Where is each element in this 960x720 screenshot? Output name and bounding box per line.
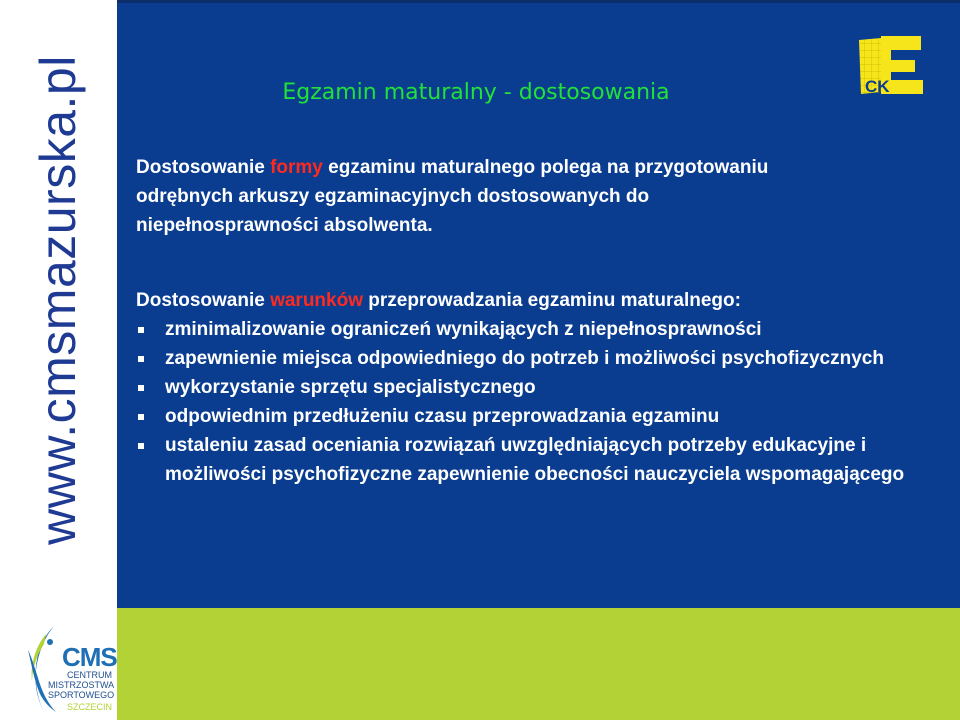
para1-highlight: formy xyxy=(270,157,323,178)
bullet-square-icon xyxy=(138,327,144,333)
bullet-square-icon xyxy=(138,414,144,420)
para2-after: przeprowadzania egzaminu maturalnego: xyxy=(362,290,741,311)
para2-before: Dostosowanie xyxy=(136,290,271,311)
slide-title: Egzamin maturalny - dostosowania xyxy=(282,80,670,105)
ck-logo-icon xyxy=(857,36,925,98)
bullet-square-icon xyxy=(138,385,144,391)
bullet-square-icon xyxy=(138,443,144,449)
para2-highlight: warunków xyxy=(270,290,363,311)
list-item xyxy=(136,373,926,402)
list-item xyxy=(136,431,926,489)
panel-top-border xyxy=(117,0,960,3)
footer-band xyxy=(117,608,960,720)
cms-logo-city: SZCZECIN xyxy=(67,702,112,712)
list-item xyxy=(136,315,926,344)
para1-before: Dostosowanie xyxy=(136,157,271,178)
left-sidebar xyxy=(0,0,117,720)
list-item-text: wykorzystanie sprzętu specjalistycznego xyxy=(165,377,536,398)
list-item-text: odpowiednim przedłużeniu czasu przeprowadzania egzaminu xyxy=(165,406,720,427)
list-item-text: zminimalizowanie ograniczeń wynikających z niepełnosprawności xyxy=(165,319,762,340)
list-item-text: zapewnienie miejsca odpowiedniego do potrzeb i możliwości psychofizycznych xyxy=(165,348,884,369)
para1-after: egzaminu maturalnego polega na przygotowaniu odrębnych arkuszy egzaminacyjnych dostosowanych do niepełnosprawności absolwenta. xyxy=(136,157,769,236)
cms-logo-line3: SPORTOWEGO xyxy=(48,690,115,700)
conditions-list xyxy=(136,315,926,489)
bullet-square-icon xyxy=(138,356,144,362)
ck-logo-text: CK xyxy=(865,77,890,96)
cms-logo-line2: MISTRZOSTWA xyxy=(48,680,115,690)
cms-logo-text: CMS xyxy=(62,642,117,672)
form-adaptation-paragraph xyxy=(136,153,816,240)
cms-logo-line1: CENTRUM xyxy=(67,670,112,680)
list-item xyxy=(136,402,926,431)
conditions-adaptation-heading xyxy=(136,286,916,315)
list-item-text: ustaleniu zasad oceniania rozwiązań uwzględniających potrzeby edukacyjne i możliwości psychofizyczne zapewnienie obecności nauczyciela wspomagającego xyxy=(165,435,905,485)
list-item xyxy=(136,344,926,373)
website-url: www.cmsmazurska.pl xyxy=(30,55,86,545)
